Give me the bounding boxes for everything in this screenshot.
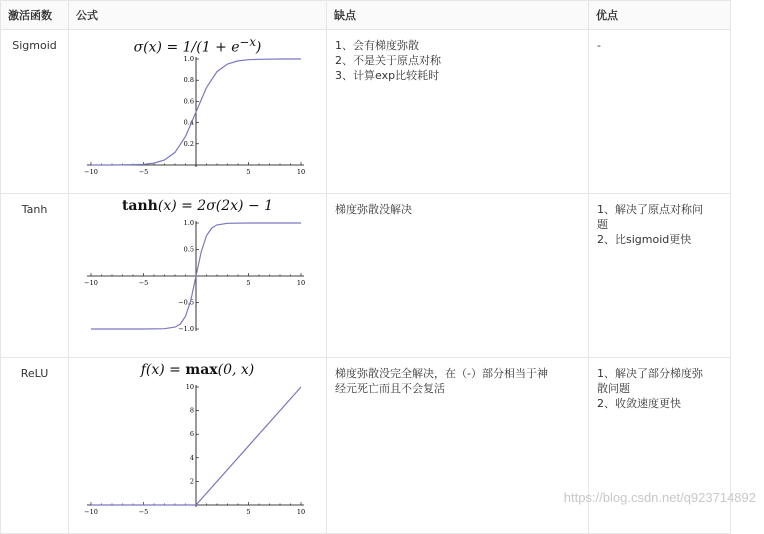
y-tick-label: 1.0 xyxy=(183,219,194,227)
formula-cell xyxy=(69,194,327,358)
relu-plot xyxy=(79,381,311,519)
y-tick-label: 2 xyxy=(189,477,194,486)
header-cons: 缺点 xyxy=(327,1,589,30)
formula-sigmoid: $\sigma(x) = 1/(1 + e^{-x})$ xyxy=(133,35,262,56)
pros-line: 2、比sigmoid更快 xyxy=(597,233,692,246)
x-tick-label: 5 xyxy=(246,508,251,516)
table-row xyxy=(1,358,731,534)
cons-line: 梯度弥散没完全解决，在（-）部分相当于神 xyxy=(335,367,548,380)
sigmoid-plot xyxy=(79,53,311,179)
function-name: Tanh xyxy=(1,194,69,358)
header-pros: 优点 xyxy=(589,1,731,30)
pros-line: 散问题 xyxy=(597,382,630,395)
table-row xyxy=(1,30,731,194)
formula-cell xyxy=(69,30,327,194)
x-tick-label: −10 xyxy=(84,168,98,176)
pros-line: 1、解决了原点对称问 xyxy=(597,203,703,216)
cons-line: 梯度弥散没解决 xyxy=(335,203,412,216)
formula-tanh: tanh(x) = 2σ(2x) − 1 xyxy=(121,198,274,214)
pros-cell xyxy=(589,358,731,534)
header-formula: 公式 xyxy=(69,1,327,30)
y-tick-label: 0.8 xyxy=(183,76,194,85)
cons-cell xyxy=(327,30,589,194)
cons-line: 1、会有梯度弥散 xyxy=(335,39,419,52)
tanh-plot xyxy=(79,217,311,343)
x-tick-label: 5 xyxy=(246,279,251,287)
y-tick-label: 0.6 xyxy=(183,97,194,106)
pros-line: 1、解决了部分梯度弥 xyxy=(597,367,703,380)
x-tick-label: −5 xyxy=(138,279,149,287)
y-tick-label: −0.5 xyxy=(178,298,194,307)
x-tick-label: −5 xyxy=(138,168,149,176)
x-tick-label: 10 xyxy=(296,508,306,516)
cons-line: 3、计算exp比较耗时 xyxy=(335,69,440,82)
pros-line: 2、收敛速度更快 xyxy=(597,397,681,410)
pros-cell xyxy=(589,30,731,194)
y-tick-label: 1.0 xyxy=(183,55,194,63)
formula-relu: f(x) = max(0, x) xyxy=(140,362,255,378)
cons-line: 经元死亡而且不会复活 xyxy=(335,382,445,395)
function-name: ReLU xyxy=(1,358,69,534)
x-tick-label: −10 xyxy=(84,279,98,287)
cons-cell xyxy=(327,194,589,358)
y-tick-label: 10 xyxy=(185,383,194,391)
y-tick-label: 6 xyxy=(189,430,194,439)
table-row xyxy=(1,194,731,358)
pros-line: - xyxy=(597,39,601,52)
pros-cell xyxy=(589,194,731,358)
x-tick-label: −10 xyxy=(84,508,98,516)
formula-cell xyxy=(69,358,327,534)
header-function: 激活函数 xyxy=(1,1,69,30)
x-tick-label: −5 xyxy=(138,508,149,516)
pros-line: 题 xyxy=(597,218,608,231)
watermark: https://blog.csdn.net/q923714892 xyxy=(563,490,756,505)
y-tick-label: 8 xyxy=(189,406,194,415)
y-tick-label: −1.0 xyxy=(178,325,194,333)
x-tick-label: 10 xyxy=(296,279,306,287)
y-tick-label: 0.4 xyxy=(183,118,194,127)
y-tick-label: 4 xyxy=(189,453,194,462)
x-tick-label: 10 xyxy=(296,168,306,176)
x-tick-label: 5 xyxy=(246,168,251,176)
y-tick-label: 0.2 xyxy=(183,139,194,148)
cons-cell xyxy=(327,358,589,534)
y-tick-label: 0.5 xyxy=(183,245,194,254)
function-name: Sigmoid xyxy=(1,30,69,194)
cons-line: 2、不是关于原点对称 xyxy=(335,54,441,67)
